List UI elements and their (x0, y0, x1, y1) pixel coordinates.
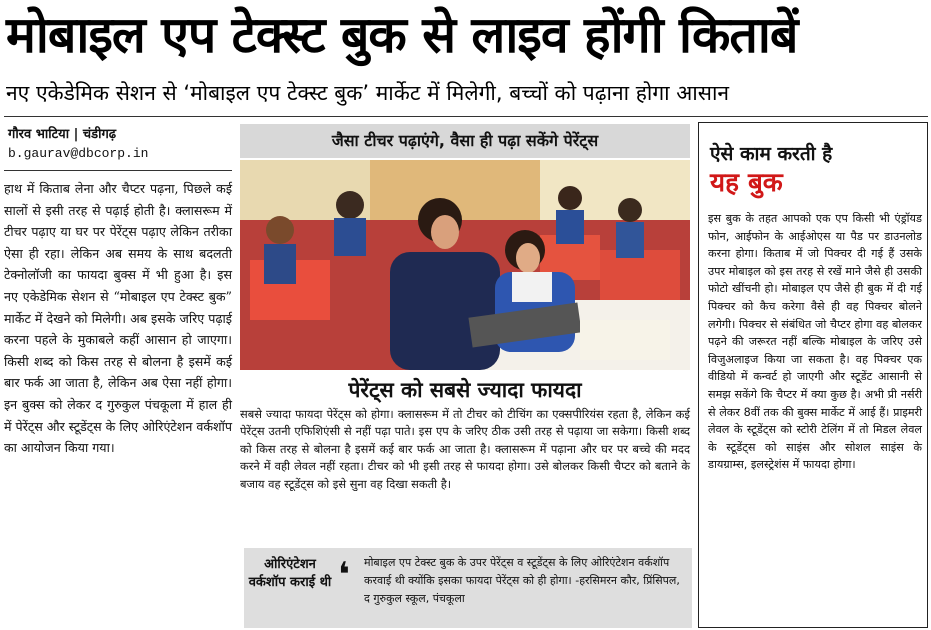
headline: मोबाइल एप टेक्स्ट बुक से लाइव होंगी किताबें (6, 6, 798, 64)
byline-divider (4, 170, 232, 171)
byline-email: b.gaurav@dbcorp.in (8, 146, 149, 161)
byline-author: गौरव भाटिया | चंडीगढ़ (8, 127, 117, 142)
quote-text: मोबाइल एप टेक्स्ट बुक के उपर पेरेंट्स व स्टूडेंट्स के लिए ओरिएंटेशन वर्कशॉप करवाई थी क्योंकि इसका फायदा पेरेंट्स को ही होगा। -हरसिमरन कौर, प्रिंसिपल, द गुरुकुल स्कूल, पंचकूला (364, 556, 680, 605)
sidebar-kicker: ऐसे काम करती है (710, 143, 833, 165)
quote-mark-icon: ❛ (338, 555, 350, 595)
subheadline: नए एकेडेमिक सेशन से ‘मोबाइल एप टेक्स्ट बुक’ मार्केट में मिलेगी, बच्चों को पढ़ाना होगा आसान (6, 81, 730, 105)
photo-heading: जैसा टीचर पढ़ाएंगे, वैसा ही पढ़ा सकेंगे पेरेंट्स (240, 124, 690, 158)
classroom-photo (240, 160, 690, 370)
sidebar-title: यह बुक (710, 168, 783, 198)
left-column-text: हाथ में किताब लेना और चैप्टर पढ़ना, पिछले कई सालों से इसी तरह से पढ़ाई होती है। क्लासरूम में टीचर पढ़ाए या घर पर पेरेंट्स पढ़ाए लेकिन तरीका ऐसा ही रहा। लेकिन अब समय के साथ बदलती टेक्नोलॉजी का फायदा बुक्स में भी हुआ है। इस नए एकेडेमिक सेशन से “मोबाइल एप टेक्स्ट बुक” मार्केट में देखने को मिलेगी। अब इसके जरिए पढ़ाई करना पहले के मुकाबले कहीं आसान हो जाएगा। किसी शब्द को किस तरह से बोलना है इसमें कई बार फर्क आ जाता है, लेकिन अब ऐसा नहीं होगा। इन बुक्स को लेकर द गुरुकुल पंचकूला में हाल ही में पेरेंट्स और स्टूडेंट्स के लिए ओरिएंटेशन वर्कशॉप का आयोजन किया गया। (4, 181, 232, 456)
top-divider (4, 116, 928, 117)
quote-label: ओरिएंटेशन वर्कशॉप कराई थी (248, 557, 332, 590)
section-title: पेरेंट्स को सबसे ज्यादा फायदा (348, 378, 582, 402)
section-body: सबसे ज्यादा फायदा पेरेंट्स को होगा। क्लासरूम में तो टीचर को टीचिंग का एक्सपीरियंस रहता है, लेकिन कई पेरेंट्स उतनी एफिशिएंसी से नहीं पढ़ा पाते। इस एप के जरिए ठीक उसी तरह से पढ़ाया जा सकेगा। किसी शब्द को किस तरह से बोलना है इसमें कई बार फर्क आ जाता है। क्लासरूम में पढ़ाना और घर पर बच्चे की मदद करने में वही लेवल नहीं रहता। टीचर को भी इसी तरह से फायदा होगा। उसे बोलकर किसी चैप्टर को बताने के बजाय वह स्टूडेंट्स को इसे सुना वह दिखा सकती है। (240, 407, 690, 491)
sidebar-body: इस बुक के तहत आपको एक एप किसी भी एंड्रॉयड फोन, आईफोन के आईओएस या पैड पर डाउनलोड करना होगा। किताब में जो पिक्चर दी गई हैं उसके उपर मोबाइल को इस तरह से रखें माने जैसे ही उसकी फोटो खींचनी हो। मोबाइल एप जैसे ही बुक में दी गई पिक्चर को कैच करेगा वैसे ही वह पिक्चर बोलने लगेगी। पिक्चर से संबंधित जो चैप्टर होगा वह बोलकर पढ़ने की जरूरत नहीं बल्कि मोबाइल के जरिए उसे विजुअलाइज किया जा सकता है। वह पिक्चर एक वीडियो में कन्वर्ट हो जाएगी और स्टूडेंट आसानी से समझ सकेंगे कि चैप्टर में क्या कुछ है। अभी प्री नर्सरी से लेकर 8वीं तक की बुक्स मार्केट में आई हैं। प्राइमरी लेवल के स्टूडेंट्स को स्टोरी टेलिंग में तो मिडल लेवल के स्टूडेंट्स को साइंस और सोशल साइंस के डायग्राम्स, इलस्ट्रेशंस में फायदा होगा। (708, 212, 922, 472)
classroom-photo-illustration (240, 160, 690, 370)
